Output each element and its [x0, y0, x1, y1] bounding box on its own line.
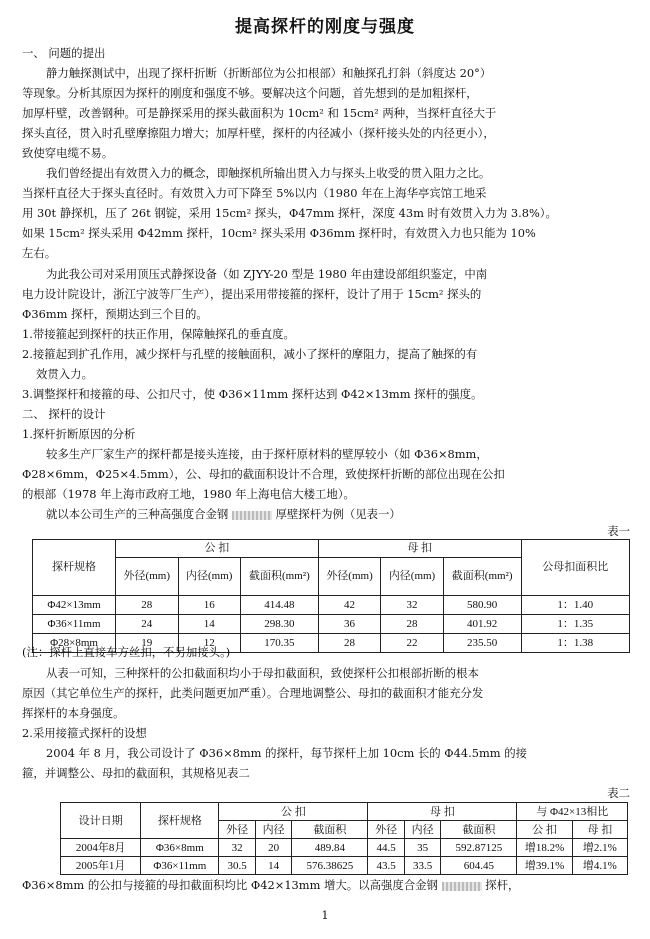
t1-cell-spec: Φ28×8mm: [33, 634, 116, 653]
t2-cell: 35: [404, 839, 440, 857]
t2-cell: 30.5: [219, 857, 255, 875]
section1-para1-line: 等现象。分析其原因为探杆的刚度和强度不够。要解决这个问题，首先想到的是加粗探杆，: [22, 86, 478, 100]
t1-cell: 414.48: [240, 596, 318, 615]
last-line-after: 探杆，: [485, 878, 520, 892]
t1-cell: 298.30: [240, 615, 318, 634]
t2-cell: 增18.2%: [517, 839, 572, 857]
section1-para3-line: 电力设计院设计，浙江宁波等厂生产），提出采用带接箍的探杆，设计了用于 15cm² 探头的: [22, 287, 482, 301]
t2-header-female: 母 扣: [368, 803, 517, 821]
section2-para1-line: 较多生产厂家生产的探杆都是接头连接，由于探杆原材料的壁厚较小（如 Φ36×8mm，: [46, 447, 488, 461]
section1-para2-line: 我们曾经提出有效贯入力的概念，即触探机所输出贯入力与探头上收受的贯入阻力之比。: [46, 166, 491, 180]
t2-sub-male-area: 截面积: [292, 821, 368, 839]
t2-cell: 576.38625: [292, 857, 368, 875]
t2-sub-male-od: 外径: [219, 821, 255, 839]
goal-item-3: 3.调整探杆和接箍的母、公扣尺寸，使 Φ36×11mm 探杆达到 Φ42×13mm 探杆的强度。: [22, 387, 483, 401]
table-2: [60, 802, 628, 875]
document-title: 提高探杆的刚度与强度: [235, 17, 415, 37]
redacted-grade-mark: [442, 882, 482, 891]
t2-cell: 增2.1%: [572, 839, 627, 857]
t1-cell-spec: Φ36×11mm: [33, 615, 116, 634]
section2-para4-line: 箍，并调整公、母扣的截面积，其规格见表二: [22, 766, 250, 780]
t2-cell: 43.5: [368, 857, 404, 875]
section2-para3-line: 挥探杆的本身强度。: [22, 706, 125, 720]
table-row: [33, 615, 630, 634]
t2-cell: 592.87125: [441, 839, 517, 857]
t2-cell: 14: [255, 857, 291, 875]
section1-para2-line: 当探杆直径大于探头直径时。有效贯入力可下降至 5%以内（1980 年在上海华亭宾馆工地采: [22, 186, 487, 200]
section1-para1-line: 静力触探测试中，出现了探杆折断（折断部位为公扣根部）和触探孔打斜（斜度达 20°）: [46, 66, 492, 80]
section2-para3-line: 从表一可知，三种探杆的公扣截面积均小于母扣截面积，致使探杆公扣根部折断的根本: [46, 666, 479, 680]
t1-sub-male-od: 外径(mm): [116, 558, 178, 596]
section1-heading: 一、 问题的提出: [22, 46, 106, 60]
t1-cell-spec: Φ42×13mm: [33, 596, 116, 615]
t2-sub-female-id: 内径: [404, 821, 440, 839]
section1-para2-line: 如果 15cm² 探头采用 Φ42mm 探杆，10cm² 探头采用 Φ36mm 探杆时，有效贯入力也只能为 10%: [22, 226, 536, 240]
t2-header-spec: 探杆规格: [141, 803, 219, 839]
t1-cell: 16: [178, 596, 240, 615]
t2-sub-male-id: 内径: [255, 821, 291, 839]
section1-para3-line: 为此我公司对采用顶压式静探设备（如 ZJYY-20 型是 1980 年由建设部组织鉴定，中南: [46, 267, 488, 281]
t1-cell-ratio: 1：1.38: [521, 634, 629, 653]
t1-sub-female-od: 外径(mm): [318, 558, 380, 596]
t2-cell: 20: [255, 839, 291, 857]
t2-sub-female-area: 截面积: [441, 821, 517, 839]
t2-cell: 33.5: [404, 857, 440, 875]
t1-cell: 42: [318, 596, 380, 615]
t1-cell: 32: [381, 596, 443, 615]
t1-cell-ratio: 1：1.40: [521, 596, 629, 615]
section2-heading: 二、 探杆的设计: [22, 407, 106, 421]
t2-cell-spec: Φ36×8mm: [141, 839, 219, 857]
section1-para2-line: 用 30t 静探机，压了 26t 钢锭，采用 15cm² 探头，Φ47mm 探杆，深度 43m 时有效贯入力为 3.8%）。: [22, 206, 557, 220]
section2-sub2-heading: 2.采用接箍式探杆的设想: [22, 726, 147, 740]
t2-cell-spec: Φ36×11mm: [141, 857, 219, 875]
last-line: [22, 876, 632, 896]
goal-item-2: 2.接箍起到扩孔作用，减少探杆与孔壁的接触面积，减小了探杆的摩阻力，提高了触探的有: [22, 347, 478, 361]
t2-header-compare: 与 Φ42×13相比: [517, 803, 628, 821]
t1-cell: 14: [178, 615, 240, 634]
t1-sub-male-area: 截面积(mm²): [240, 558, 318, 596]
section1-para1-line: 加厚杆壁，改善钢种。可是静探采用的探头截面积为 10cm² 和 15cm² 两种，当探杆直径大于: [22, 106, 497, 120]
t1-sub-female-area: 截面积(mm²): [443, 558, 521, 596]
t1-cell: 580.90: [443, 596, 521, 615]
redacted-grade-mark: [232, 511, 272, 520]
t2-cell: 604.45: [441, 857, 517, 875]
t1-cell: 170.35: [240, 634, 318, 653]
table1-label: 表一: [607, 524, 630, 538]
section2-para1-line: 的根部（1978 年上海市政府工地，1980 年上海电信大楼工地）。: [22, 487, 355, 501]
t2-cell-date: 2004年8月: [61, 839, 141, 857]
table2-label: 表二: [607, 786, 630, 800]
t1-cell: 19: [116, 634, 178, 653]
t2-header-male: 公 扣: [219, 803, 368, 821]
section1-para2-line: 左右。: [22, 246, 57, 260]
goal-item-2-cont: 效贯入力。: [36, 367, 93, 381]
t2-sub-female-od: 外径: [368, 821, 404, 839]
t2-cell: 489.84: [292, 839, 368, 857]
table-row: [33, 596, 630, 615]
t1-cell: 235.50: [443, 634, 521, 653]
section2-para3-line: 原因（其它单位生产的探杆，此类问题更加严重）。合理地调整公、母扣的截面积才能充分发: [22, 686, 484, 700]
last-line-before: Φ36×8mm 的公扣与接箍的母扣截面积均比 Φ42×13mm 增大。以高强度合金钢: [22, 878, 438, 892]
t1-cell-ratio: 1：1.35: [521, 615, 629, 634]
table-row: [61, 857, 628, 875]
section2-sub1-heading: 1.探杆折断原因的分析: [22, 427, 136, 441]
section2-para1-line: Φ28×6mm，Φ25×4.5mm），公、母扣的截面积设计不合理，致使探杆折断的部位出现在公扣: [22, 467, 505, 481]
t2-cell-date: 2005年1月: [61, 857, 141, 875]
t2-cell: 32: [219, 839, 255, 857]
t1-header-ratio: 公母扣面积比: [521, 540, 629, 596]
t1-header-female: 母 扣: [318, 540, 521, 558]
t1-sub-male-id: 内径(mm): [178, 558, 240, 596]
t2-sub-compare-female: 母 扣: [572, 821, 627, 839]
goal-item-1: 1.带接箍起到探杆的扶正作用，保障触探孔的垂直度。: [22, 327, 295, 341]
t2-header-date: 设计日期: [61, 803, 141, 839]
t1-cell: 24: [116, 615, 178, 634]
t1-cell: 12: [178, 634, 240, 653]
t1-cell: 22: [381, 634, 443, 653]
t1-cell: 28: [318, 634, 380, 653]
section2-para2-before: 就以本公司生产的三种高强度合金钢: [46, 507, 229, 521]
t2-cell: 增39.1%: [517, 857, 572, 875]
table-1: [32, 539, 630, 653]
section1-para1-line: 探头直径，贯入时孔壁摩擦阻力增大；加厚杆壁，探杆的内径减小（探杆接头处的内径更小），: [22, 126, 495, 140]
section1-para1-line: 致使穿电缆不易。: [22, 146, 114, 160]
section2-para4-line: 2004 年 8 月，我公司设计了 Φ36×8mm 的探杆，每节探杆上加 10cm 长的 Φ44.5mm 的接: [46, 746, 528, 760]
section2-para2-line: [46, 505, 632, 525]
t1-header-spec: 探杆规格: [33, 540, 116, 596]
table1-note: (注：探杆上直接车方丝扣，不另加接头。): [22, 645, 231, 659]
t1-cell: 28: [116, 596, 178, 615]
t2-sub-compare-male: 公 扣: [517, 821, 572, 839]
t1-cell: 28: [381, 615, 443, 634]
table-row: [61, 839, 628, 857]
t1-header-male: 公 扣: [116, 540, 319, 558]
t2-cell: 增4.1%: [572, 857, 627, 875]
t1-cell: 36: [318, 615, 380, 634]
section1-para3-line: Φ36mm 探杆，预期达到三个目的。: [22, 307, 208, 321]
section2-para2-after: 厚壁探杆为例（见表一）: [275, 507, 401, 521]
t1-sub-female-id: 内径(mm): [381, 558, 443, 596]
t2-cell: 44.5: [368, 839, 404, 857]
t1-cell: 401.92: [443, 615, 521, 634]
page-number: 1: [321, 909, 329, 922]
